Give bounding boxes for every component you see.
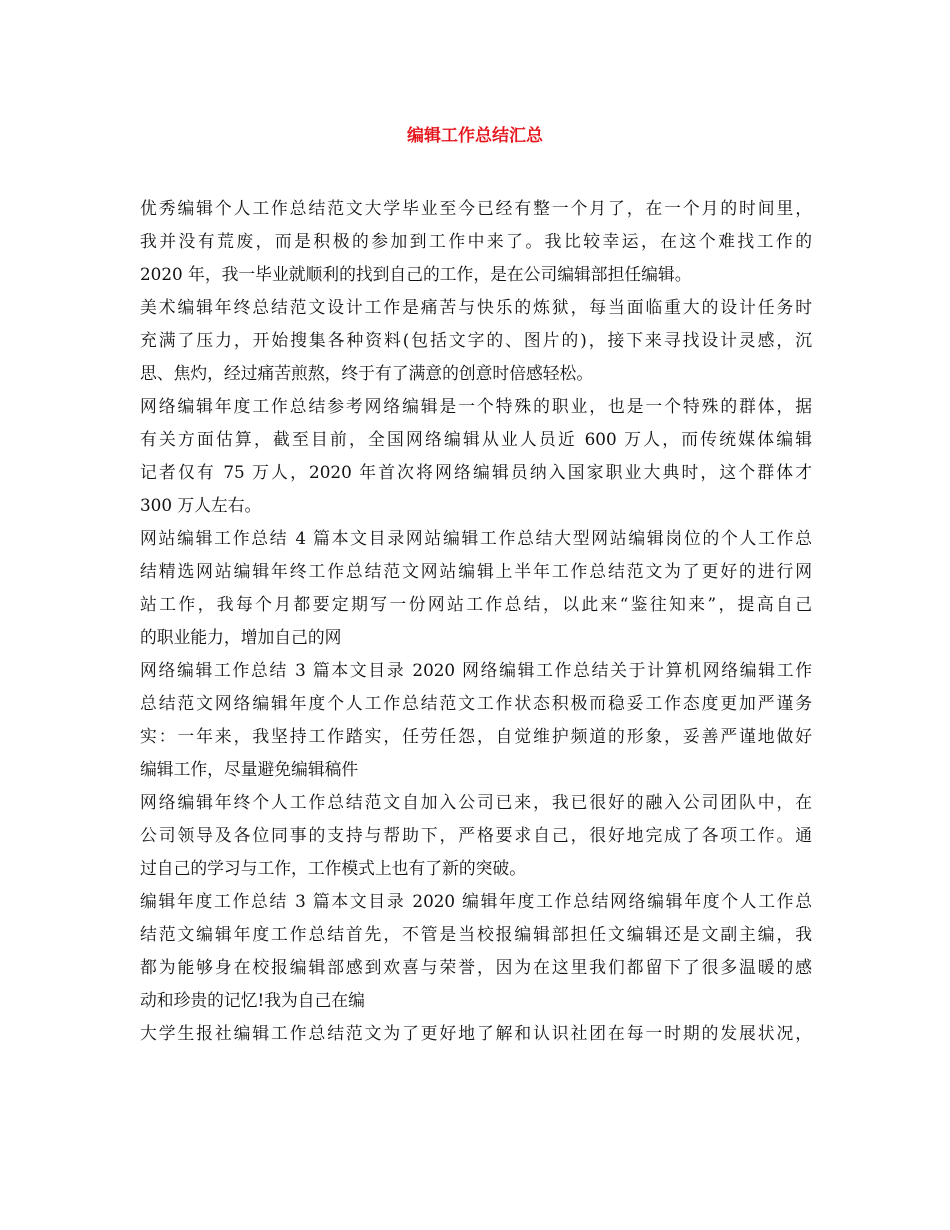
- paragraph-line: 都为能够身在校报编辑部感到欢喜与荣誉，因为在这里我们都留下了很多温暖的感: [140, 957, 812, 977]
- paragraph-line: 的职业能力，增加自己的网: [140, 627, 342, 647]
- paragraph-line: 网络编辑年终个人工作总结范文自加入公司已来，我已很好的融入公司团队中，在: [140, 792, 812, 812]
- paragraph-line: 结精选网站编辑年终工作总结范文网站编辑上半年工作总结范文为了更好的进行网: [140, 561, 812, 581]
- paragraph-line: 编辑工作，尽量避免编辑稿件: [140, 759, 359, 779]
- paragraph-line: 站工作，我每个月都要定期写一份网站工作总结，以此来“鉴往知来”，提高自己: [140, 594, 812, 614]
- paragraph-line: 充满了压力，开始搜集各种资料(包括文字的、图片的)，接下来寻找设计灵感，沉: [140, 330, 812, 350]
- paragraph-line: 网络编辑年度工作总结参考网络编辑是一个特殊的职业，也是一个特殊的群体，据: [140, 396, 812, 416]
- paragraph-line: 总结范文网络编辑年度个人工作总结范文工作状态积极而稳妥工作态度更加严谨务: [140, 693, 812, 713]
- paragraph-line: 编辑年度工作总结 3 篇本文目录 2020 编辑年度工作总结网络编辑年度个人工作总: [140, 891, 812, 911]
- paragraph-line: 优秀编辑个人工作总结范文大学毕业至今已经有整一个月了，在一个月的时间里，: [140, 198, 812, 218]
- paragraph-line: 300 万人左右。: [140, 495, 262, 515]
- paragraph-line: 公司领导及各位同事的支持与帮助下，严格要求自己，很好地完成了各项工作。通: [140, 825, 812, 845]
- paragraph-line: 记者仅有 75 万人，2020 年首次将网络编辑员纳入国家职业大典时，这个群体才: [140, 462, 812, 482]
- paragraph-line: 过自己的学习与工作，工作模式上也有了新的突破。: [140, 858, 526, 878]
- paragraph-line: 美术编辑年终总结范文设计工作是痛苦与快乐的炼狱，每当面临重大的设计任务时: [140, 297, 812, 317]
- paragraph-line: 思、焦灼，经过痛苦煎熬，终于有了满意的创意时倍感轻松。: [140, 363, 594, 383]
- paragraph-line: 网站编辑工作总结 4 篇本文目录网站编辑工作总结大型网站编辑岗位的个人工作总: [140, 528, 812, 548]
- paragraph-line: 我并没有荒废，而是积极的参加到工作中来了。我比较幸运，在这个难找工作的: [140, 231, 812, 251]
- paragraph-line: 网络编辑工作总结 3 篇本文目录 2020 网络编辑工作总结关于计算机网络编辑工作: [140, 660, 812, 680]
- paragraph-line: 大学生报社编辑工作总结范文为了更好地了解和认识社团在每一时期的发展状况，: [140, 1023, 812, 1043]
- document-title: 编辑工作总结汇总: [407, 126, 543, 146]
- paragraph-line: 2020 年，我一毕业就顺利的找到自己的工作，是在公司编辑部担任编辑。: [140, 264, 692, 284]
- paragraph-line: 实：一年来，我坚持工作踏实，任劳任怨，自觉维护频道的形象，妥善严谨地做好: [140, 726, 812, 746]
- paragraph-line: 动和珍贵的记忆!我为自己在编: [140, 990, 365, 1010]
- paragraph-line: 结范文编辑年度工作总结首先，不管是当校报编辑部担任文编辑还是文副主编，我: [140, 924, 812, 944]
- document-body: [140, 192, 812, 1050]
- paragraph-line: 有关方面估算，截至目前，全国网络编辑从业人员近 600 万人，而传统媒体编辑: [140, 429, 812, 449]
